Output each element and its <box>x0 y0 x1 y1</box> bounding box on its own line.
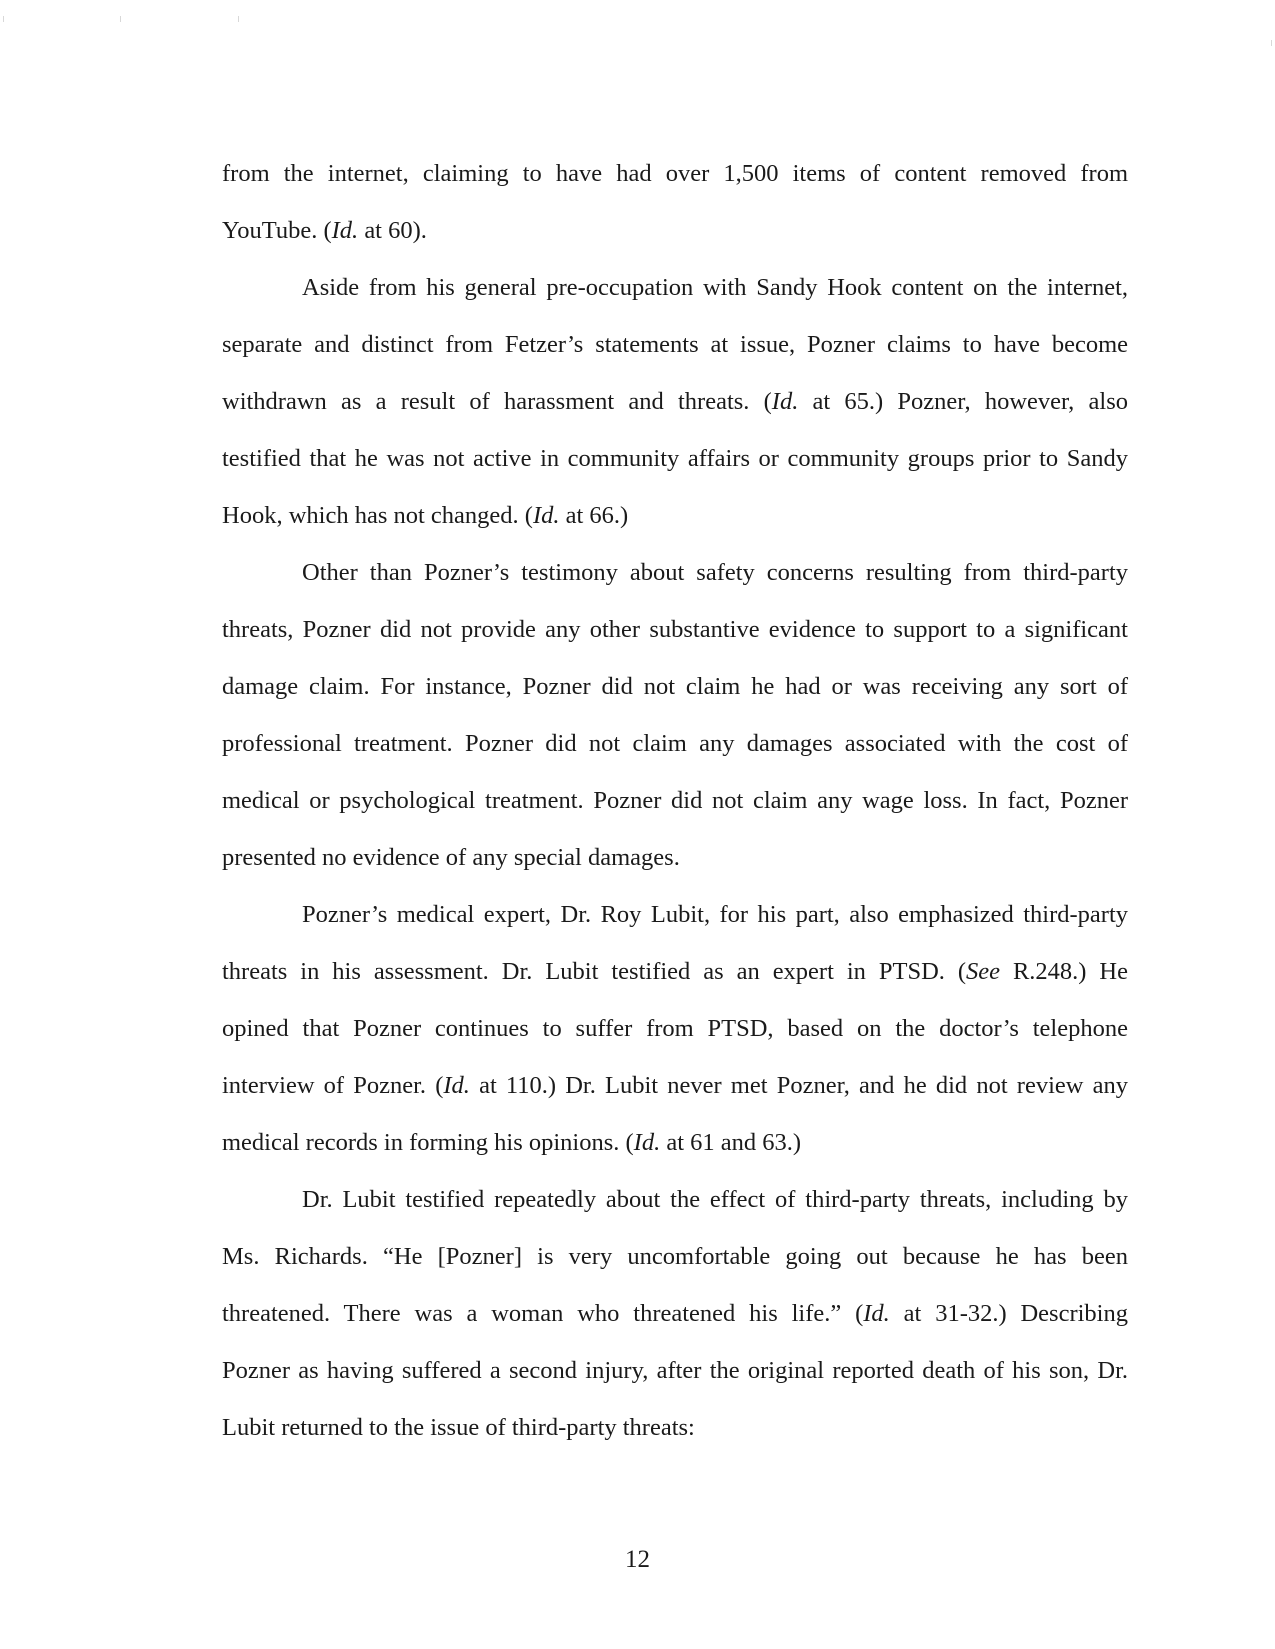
citation-italic: Id. <box>443 1072 470 1099</box>
page-number: 12 <box>625 1546 650 1573</box>
text-line <box>222 729 1128 759</box>
text-segment: Other than Pozner’s testimony about safety concerns resulting from third-party <box>302 559 1128 586</box>
text-segment: Pozner as having suffered a second injury, after the original reported death of his son, Dr. <box>222 1357 1128 1384</box>
text-line <box>222 1128 1128 1158</box>
text-segment: Lubit returned to the issue of third-party threats: <box>222 1414 695 1441</box>
text-segment: from the internet, claiming to have had over 1,500 items of content removed from <box>222 160 1128 187</box>
scan-speck <box>1271 40 1272 46</box>
text-segment: at 31-32.) Describing <box>889 1300 1128 1327</box>
paragraph-start-line <box>302 1185 1128 1215</box>
text-segment: Dr. Lubit testified repeatedly about the effect of third-party threats, including by <box>302 1186 1128 1213</box>
text-segment: interview of Pozner. ( <box>222 1072 444 1099</box>
text-segment: Ms. Richards. “He [Pozner] is very uncomfortable going out because he has been <box>222 1243 1128 1270</box>
text-segment: opined that Pozner continues to suffer from PTSD, based on the doctor’s telephone <box>222 1015 1128 1042</box>
text-segment: presented no evidence of any special damages. <box>222 844 680 871</box>
text-line <box>222 843 1128 873</box>
scan-speck <box>3 16 4 22</box>
text-segment: threats in his assessment. Dr. Lubit testified as an expert in PTSD. ( <box>222 958 967 985</box>
text-line <box>222 216 1128 246</box>
text-segment: R.248.) He <box>1000 958 1128 985</box>
citation-italic: See <box>966 958 1001 985</box>
text-line <box>222 387 1128 417</box>
text-segment: at 65.) Pozner, however, also <box>798 388 1128 415</box>
citation-italic: Id. <box>331 217 359 244</box>
paragraph-start-line <box>302 558 1128 588</box>
text-segment: YouTube. ( <box>222 217 332 244</box>
text-segment: Aside from his general pre-occupation with Sandy Hook content on the internet, <box>302 274 1128 301</box>
text-line <box>222 330 1128 360</box>
text-segment: threats, Pozner did not provide any other substantive evidence to support to a significant <box>222 616 1128 643</box>
text-segment: withdrawn as a result of harassment and threats. ( <box>222 388 772 415</box>
text-segment: separate and distinct from Fetzer’s statements at issue, Pozner claims to have become <box>222 331 1128 358</box>
paragraph-start-line <box>302 273 1128 303</box>
scan-speck <box>120 16 121 22</box>
text-segment: at 110.) Dr. Lubit never met Pozner, and he did not review any <box>469 1072 1128 1099</box>
text-line <box>222 1356 1128 1386</box>
citation-italic: Id. <box>633 1129 661 1156</box>
text-segment: at 66.) <box>559 502 629 529</box>
text-segment: professional treatment. Pozner did not claim any damages associated with the cost of <box>222 730 1128 757</box>
text-line <box>222 1413 1128 1443</box>
text-segment: at 61 and 63.) <box>660 1129 802 1156</box>
text-segment: threatened. There was a woman who threatened his life.” ( <box>222 1300 864 1327</box>
citation-italic: Id. <box>532 502 560 529</box>
text-line <box>222 1299 1128 1329</box>
text-segment: testified that he was not active in community affairs or community groups prior to Sandy <box>222 445 1128 472</box>
text-segment: at 60). <box>358 217 427 244</box>
text-line <box>222 672 1128 702</box>
citation-italic: Id. <box>863 1300 890 1327</box>
text-segment: Pozner’s medical expert, Dr. Roy Lubit, for his part, also emphasized third-party <box>302 901 1128 928</box>
text-line <box>222 615 1128 645</box>
scan-speck <box>238 16 239 22</box>
text-line <box>222 444 1128 474</box>
text-line <box>222 501 1128 531</box>
text-line <box>222 786 1128 816</box>
text-segment: Hook, which has not changed. ( <box>222 502 533 529</box>
paragraph-start-line <box>302 900 1128 930</box>
text-line <box>222 957 1128 987</box>
text-line <box>222 1014 1128 1044</box>
text-segment: medical records in forming his opinions. ( <box>222 1129 634 1156</box>
text-segment: medical or psychological treatment. Pozner did not claim any wage loss. In fact, Pozner <box>222 787 1128 814</box>
text-segment: damage claim. For instance, Pozner did not claim he had or was receiving any sort of <box>222 673 1128 700</box>
text-line <box>222 159 1128 189</box>
citation-italic: Id. <box>771 388 799 415</box>
text-line <box>222 1242 1128 1272</box>
text-line <box>222 1071 1128 1101</box>
